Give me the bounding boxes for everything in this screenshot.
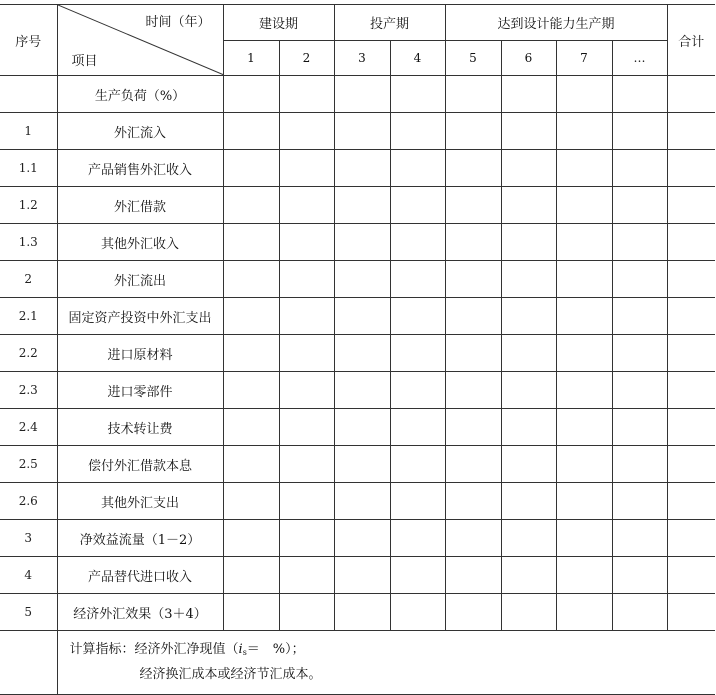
- item-header-label: 项目: [71, 54, 98, 69]
- row-item: 产品替代进口收入: [57, 557, 223, 594]
- total-header: 合计: [667, 5, 715, 76]
- note-suffix: ＝ %）；: [246, 642, 305, 657]
- row-seq: 4: [0, 557, 57, 594]
- year-value-cell: [279, 520, 334, 557]
- note-prefix: 计算指标：经济外汇净现值（: [69, 642, 239, 657]
- total-value-cell: [667, 76, 715, 113]
- year-value-cell: [279, 594, 334, 631]
- year-value-cell: [501, 372, 556, 409]
- table-row: [0, 335, 715, 372]
- year-value-cell: [556, 557, 612, 594]
- year-value-cell: [556, 150, 612, 187]
- year-value-cell: [445, 483, 501, 520]
- year-value-cell: [390, 483, 445, 520]
- year-value-cell: [279, 483, 334, 520]
- table-row: [0, 113, 715, 150]
- year-header: …: [612, 41, 667, 76]
- year-value-cell: [334, 298, 390, 335]
- total-value-cell: [667, 557, 715, 594]
- year-value-cell: [390, 150, 445, 187]
- time-header-label: 时间（年）: [145, 15, 211, 30]
- total-value-cell: [667, 113, 715, 150]
- row-item: 外汇流出: [57, 261, 223, 298]
- year-value-cell: [223, 224, 279, 261]
- year-value-cell: [501, 409, 556, 446]
- seq-header: 序号: [0, 5, 57, 76]
- row-seq: 3: [0, 520, 57, 557]
- year-value-cell: [279, 261, 334, 298]
- total-value-cell: [667, 372, 715, 409]
- rate-subscript: s: [242, 648, 247, 657]
- year-value-cell: [612, 261, 667, 298]
- table-row: [0, 298, 715, 335]
- row-seq: 5: [0, 594, 57, 631]
- year-value-cell: [390, 409, 445, 446]
- group-construction: 建设期: [223, 5, 334, 41]
- year-value-cell: [556, 594, 612, 631]
- row-seq: 2.1: [0, 298, 57, 335]
- year-value-cell: [556, 372, 612, 409]
- year-value-cell: [279, 224, 334, 261]
- year-value-cell: [390, 446, 445, 483]
- total-value-cell: [667, 594, 715, 631]
- year-value-cell: [279, 446, 334, 483]
- row-item: 进口原材料: [57, 335, 223, 372]
- group-commissioning: 投产期: [334, 5, 445, 41]
- year-value-cell: [390, 520, 445, 557]
- row-item: 经济外汇效果（3＋4）: [57, 594, 223, 631]
- year-value-cell: [612, 594, 667, 631]
- year-value-cell: [501, 557, 556, 594]
- year-value-cell: [390, 187, 445, 224]
- year-value-cell: [334, 224, 390, 261]
- year-value-cell: [223, 150, 279, 187]
- row-item: 进口零部件: [57, 372, 223, 409]
- year-value-cell: [334, 150, 390, 187]
- group-design-capacity: 达到设计能力生产期: [445, 5, 667, 41]
- total-value-cell: [667, 409, 715, 446]
- year-value-cell: [612, 372, 667, 409]
- year-value-cell: [556, 298, 612, 335]
- year-value-cell: [279, 557, 334, 594]
- year-header: 6: [501, 41, 556, 76]
- year-value-cell: [445, 520, 501, 557]
- row-seq: 2.2: [0, 335, 57, 372]
- year-value-cell: [279, 113, 334, 150]
- year-value-cell: [445, 187, 501, 224]
- row-seq: 2.5: [0, 446, 57, 483]
- year-value-cell: [556, 76, 612, 113]
- year-value-cell: [556, 113, 612, 150]
- year-value-cell: [445, 409, 501, 446]
- row-seq: 1: [0, 113, 57, 150]
- year-value-cell: [501, 187, 556, 224]
- year-value-cell: [390, 113, 445, 150]
- year-value-cell: [445, 446, 501, 483]
- row-seq: 2.6: [0, 483, 57, 520]
- row-item: 其他外汇支出: [57, 483, 223, 520]
- year-value-cell: [501, 446, 556, 483]
- year-value-cell: [334, 261, 390, 298]
- total-value-cell: [667, 187, 715, 224]
- total-value-cell: [667, 261, 715, 298]
- row-seq: [0, 76, 57, 113]
- year-value-cell: [223, 113, 279, 150]
- year-value-cell: [612, 446, 667, 483]
- year-value-cell: [279, 298, 334, 335]
- year-value-cell: [334, 372, 390, 409]
- header-row-groups: [0, 5, 715, 41]
- year-value-cell: [445, 298, 501, 335]
- year-value-cell: [390, 335, 445, 372]
- year-header: 3: [334, 41, 390, 76]
- year-value-cell: [223, 187, 279, 224]
- table-row: [0, 446, 715, 483]
- row-seq: 1.3: [0, 224, 57, 261]
- diagonal-header-cell: [57, 5, 223, 76]
- year-value-cell: [223, 409, 279, 446]
- year-value-cell: [279, 335, 334, 372]
- row-item: 外汇借款: [57, 187, 223, 224]
- year-value-cell: [612, 557, 667, 594]
- row-seq: 2: [0, 261, 57, 298]
- row-item: 产品销售外汇收入: [57, 150, 223, 187]
- year-value-cell: [223, 261, 279, 298]
- year-value-cell: [556, 335, 612, 372]
- note-line-1: [70, 639, 716, 664]
- row-item: 净效益流量（1－2）: [57, 520, 223, 557]
- table-row: [0, 520, 715, 557]
- row-seq: 2.3: [0, 372, 57, 409]
- table-row: [0, 483, 715, 520]
- year-value-cell: [612, 187, 667, 224]
- year-value-cell: [390, 76, 445, 113]
- year-value-cell: [501, 261, 556, 298]
- year-value-cell: [556, 187, 612, 224]
- year-value-cell: [445, 76, 501, 113]
- year-value-cell: [334, 113, 390, 150]
- note-line-2: 经济换汇成本或经济节汇成本。: [139, 667, 322, 682]
- table-row: [0, 187, 715, 224]
- year-value-cell: [612, 224, 667, 261]
- year-value-cell: [556, 483, 612, 520]
- year-value-cell: [612, 298, 667, 335]
- year-value-cell: [501, 224, 556, 261]
- year-value-cell: [501, 483, 556, 520]
- year-value-cell: [445, 113, 501, 150]
- year-value-cell: [334, 335, 390, 372]
- row-seq: 1.2: [0, 187, 57, 224]
- year-value-cell: [445, 261, 501, 298]
- year-value-cell: [223, 298, 279, 335]
- total-value-cell: [667, 224, 715, 261]
- row-item: 技术转让费: [57, 409, 223, 446]
- year-value-cell: [223, 372, 279, 409]
- year-value-cell: [223, 335, 279, 372]
- year-value-cell: [612, 335, 667, 372]
- year-value-cell: [501, 76, 556, 113]
- year-value-cell: [279, 409, 334, 446]
- year-value-cell: [445, 372, 501, 409]
- table-row: [0, 557, 715, 594]
- year-value-cell: [334, 76, 390, 113]
- table-row: [0, 409, 715, 446]
- year-header: 1: [223, 41, 279, 76]
- rate-symbol: i: [238, 642, 243, 657]
- year-header: 4: [390, 41, 445, 76]
- year-value-cell: [223, 520, 279, 557]
- table-row: [0, 372, 715, 409]
- year-header: 2: [279, 41, 334, 76]
- year-value-cell: [445, 557, 501, 594]
- year-value-cell: [501, 335, 556, 372]
- row-item: 外汇流入: [57, 113, 223, 150]
- year-value-cell: [279, 150, 334, 187]
- table-row: [0, 594, 715, 631]
- year-value-cell: [445, 224, 501, 261]
- year-value-cell: [334, 483, 390, 520]
- year-value-cell: [223, 76, 279, 113]
- year-value-cell: [556, 224, 612, 261]
- year-value-cell: [279, 372, 334, 409]
- total-value-cell: [667, 483, 715, 520]
- year-value-cell: [223, 594, 279, 631]
- year-value-cell: [445, 150, 501, 187]
- year-value-cell: [612, 409, 667, 446]
- year-value-cell: [612, 520, 667, 557]
- row-item: 生产负荷（%）: [57, 76, 223, 113]
- row-item: 其他外汇收入: [57, 224, 223, 261]
- year-value-cell: [612, 483, 667, 520]
- table-row: [0, 261, 715, 298]
- year-value-cell: [445, 335, 501, 372]
- year-value-cell: [334, 520, 390, 557]
- table-row: [0, 224, 715, 261]
- total-value-cell: [667, 298, 715, 335]
- year-value-cell: [612, 76, 667, 113]
- year-value-cell: [223, 446, 279, 483]
- year-value-cell: [390, 298, 445, 335]
- total-value-cell: [667, 150, 715, 187]
- table-row: [0, 76, 715, 113]
- year-header: 5: [445, 41, 501, 76]
- year-value-cell: [390, 372, 445, 409]
- year-value-cell: [556, 446, 612, 483]
- year-value-cell: [334, 557, 390, 594]
- year-value-cell: [279, 76, 334, 113]
- year-value-cell: [612, 113, 667, 150]
- year-value-cell: [445, 594, 501, 631]
- year-header: 7: [556, 41, 612, 76]
- year-value-cell: [501, 298, 556, 335]
- year-value-cell: [501, 594, 556, 631]
- year-value-cell: [556, 409, 612, 446]
- row-seq: 2.4: [0, 409, 57, 446]
- year-value-cell: [501, 520, 556, 557]
- year-value-cell: [334, 594, 390, 631]
- year-value-cell: [334, 446, 390, 483]
- row-seq: 1.1: [0, 150, 57, 187]
- year-value-cell: [556, 261, 612, 298]
- year-value-cell: [390, 224, 445, 261]
- year-value-cell: [223, 557, 279, 594]
- year-value-cell: [612, 150, 667, 187]
- table-row: [0, 150, 715, 187]
- year-value-cell: [501, 150, 556, 187]
- total-value-cell: [667, 446, 715, 483]
- year-value-cell: [334, 187, 390, 224]
- year-value-cell: [390, 557, 445, 594]
- year-value-cell: [501, 113, 556, 150]
- total-value-cell: [667, 520, 715, 557]
- year-value-cell: [279, 187, 334, 224]
- row-item: 固定资产投资中外汇支出: [57, 298, 223, 335]
- year-value-cell: [556, 520, 612, 557]
- year-value-cell: [334, 409, 390, 446]
- row-item: 偿付外汇借款本息: [57, 446, 223, 483]
- foreign-exchange-flow-table: [0, 4, 715, 695]
- year-value-cell: [390, 594, 445, 631]
- year-value-cell: [390, 261, 445, 298]
- year-value-cell: [223, 483, 279, 520]
- total-value-cell: [667, 335, 715, 372]
